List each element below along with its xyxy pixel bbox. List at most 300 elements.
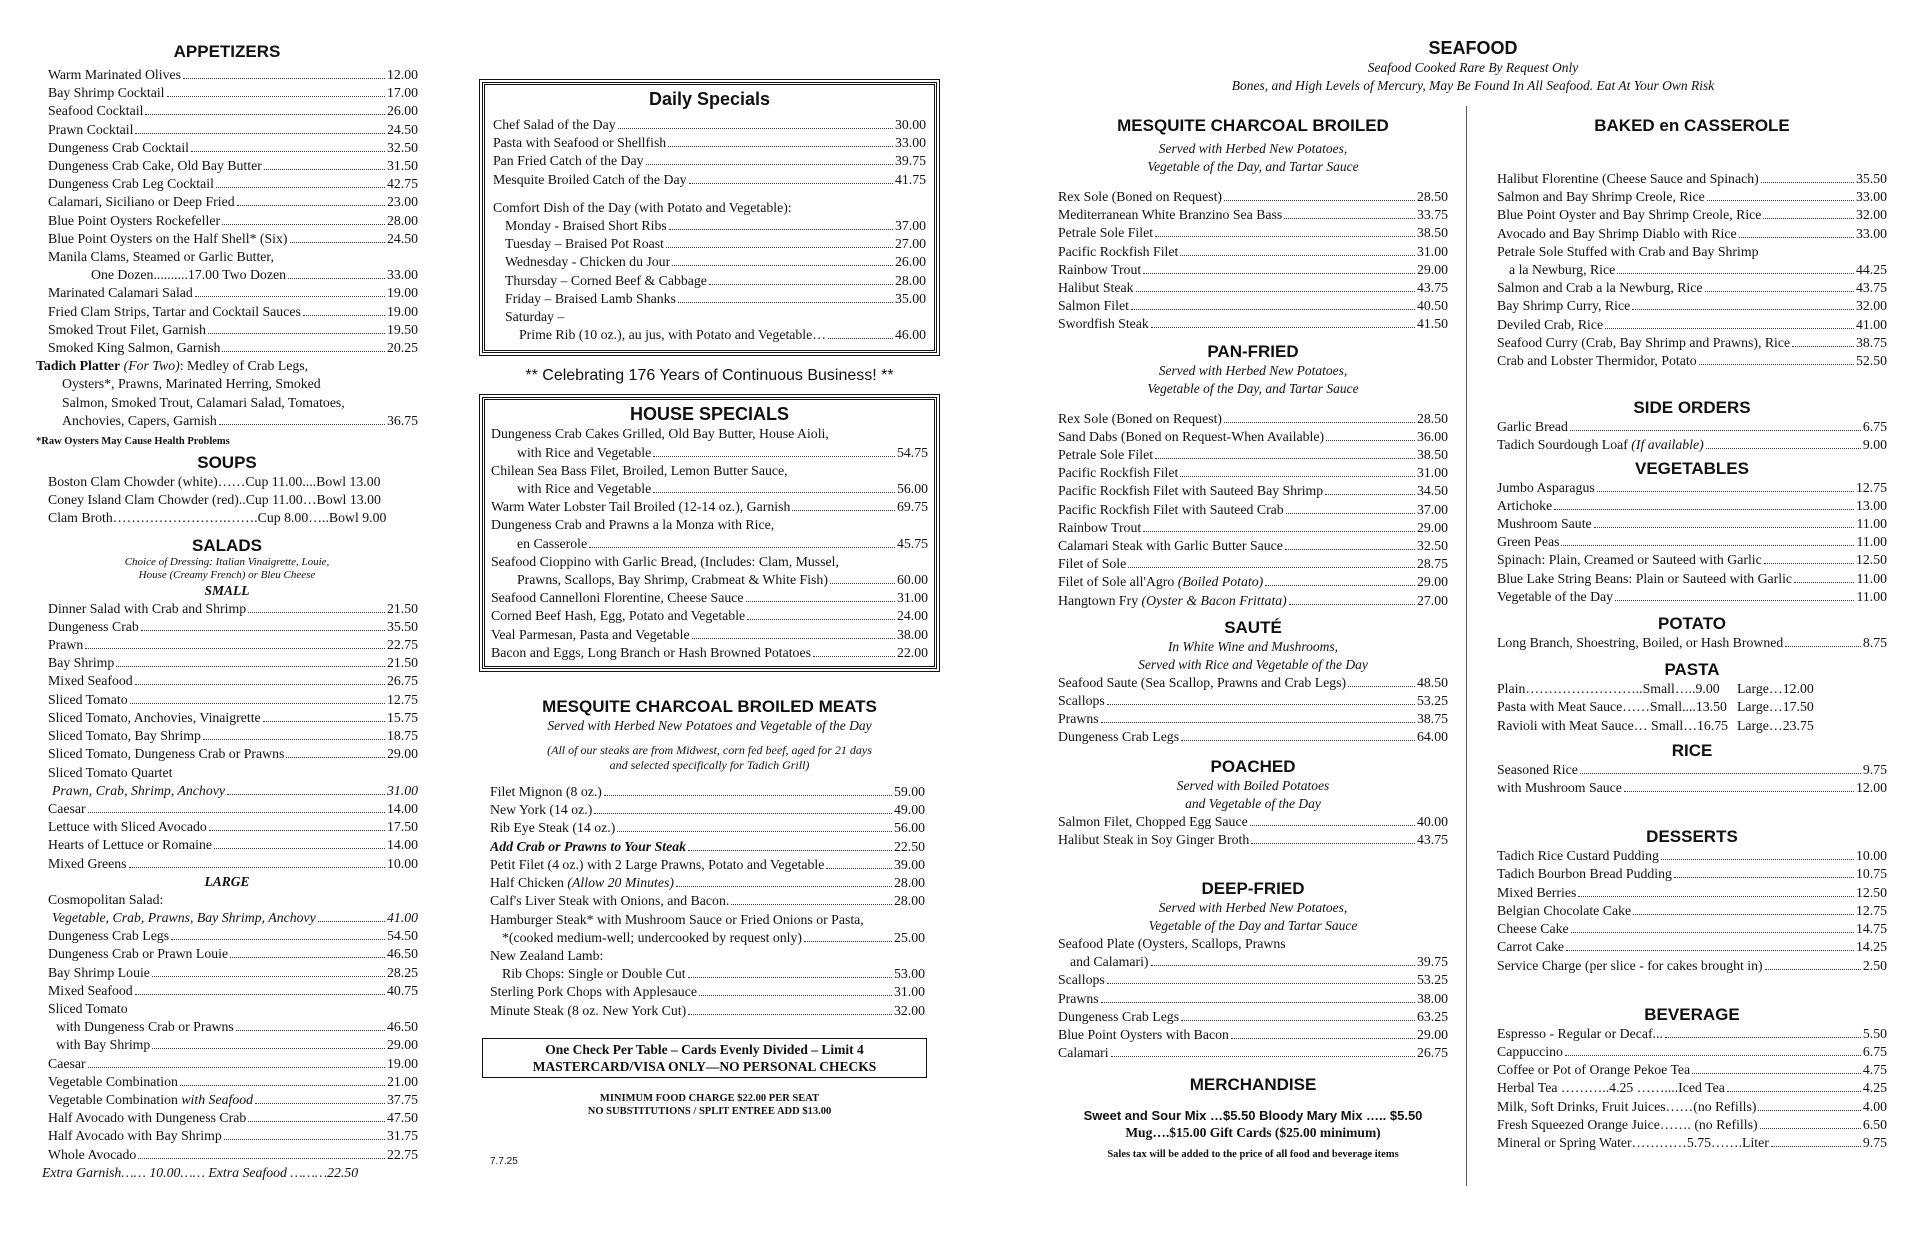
menu-item-row: [48, 818, 418, 836]
item-price: 4.00: [1862, 1098, 1887, 1114]
appetizers-list-2: [36, 284, 418, 357]
menu-item-row: [493, 171, 926, 189]
menu-item-row: [1497, 588, 1887, 606]
menu-item-row: [1497, 225, 1887, 243]
item-price: 22.75: [386, 1146, 418, 1162]
dot-leader: [1615, 600, 1854, 601]
text-line: Clam Broth…………………….…….Cup 8.00…..Bowl 9.00: [48, 510, 387, 526]
item-name: Jumbo Asparagus: [1497, 479, 1595, 495]
item-name: Warm Marinated Olives: [48, 67, 181, 82]
menu-item-row: [56, 1036, 418, 1054]
menu-item-row: [1058, 971, 1448, 989]
item-name: Petit Filet (4 oz.) with 2 Large Prawns, Potato and Vegetable: [490, 856, 825, 872]
item-name: Seafood Saute (Sea Scallop, Prawns and Crab Legs): [1058, 674, 1347, 690]
item-name: Bay Shrimp: [48, 655, 115, 671]
dot-leader: [1143, 273, 1415, 274]
menu-item-row: [48, 175, 418, 193]
column-divider: [1466, 106, 1467, 1186]
item-name: Mixed Greens: [48, 855, 127, 871]
dot-leader: [746, 601, 895, 602]
menu-item-row: [505, 217, 926, 235]
menu-item-row: [1058, 206, 1448, 224]
daily-specials-box: [482, 82, 937, 353]
dot-leader: [669, 229, 893, 230]
dot-leader: [1764, 563, 1854, 564]
item-name: Friday – Braised Lamb Shanks: [505, 290, 676, 306]
dot-leader: [672, 265, 893, 266]
item-price: 12.50: [1855, 552, 1887, 568]
quartet-line: Sliced Tomato Quartet: [48, 764, 173, 780]
menu-item-row: [48, 230, 418, 248]
casserole-list: [1497, 170, 1887, 243]
dot-leader: [1661, 859, 1854, 860]
rice-heading: RICE: [1671, 740, 1713, 760]
item-name: Dungeness Crab Cake, Old Bay Butter: [48, 158, 262, 174]
side-orders-heading: SIDE ORDERS: [1633, 398, 1751, 418]
item-price: 41.75: [894, 171, 926, 187]
large-salads-list: [36, 927, 418, 1000]
item-name: Corned Beef Hash, Egg, Potato and Vegetable: [491, 608, 746, 624]
item-price: 35.00: [894, 290, 926, 306]
menu-item-row: [48, 945, 418, 963]
mesquite-list: [1058, 188, 1448, 334]
menu-item-row: [48, 303, 418, 321]
menu-item-row: [1497, 188, 1887, 206]
extra-garnish-line: Extra Garnish…… 10.00…… Extra Seafood ………22.50: [42, 1164, 359, 1180]
dot-leader: [203, 739, 385, 740]
item-name: Sliced Tomato, Anchovies, Vinaigrette: [48, 709, 261, 725]
item-price: 6.50: [1862, 1116, 1887, 1132]
item-price: 31.00: [1416, 243, 1448, 259]
item-name: Mushroom Saute: [1497, 516, 1592, 532]
item-price: 11.00: [1856, 570, 1887, 586]
dot-leader: [230, 957, 385, 958]
menu-item-row: [1058, 261, 1448, 279]
item-name: Smoked King Salmon, Garnish: [48, 340, 221, 356]
dot-leader: [303, 315, 385, 316]
item-price: 28.25: [386, 964, 418, 980]
item-price: 4.25: [1862, 1080, 1887, 1096]
item-price: 21.50: [386, 600, 418, 616]
dot-leader: [678, 302, 893, 303]
dot-leader: [813, 656, 895, 657]
petrale-stuffed-line: Petrale Sole Stuffed with Crab and Bay Shrimp: [1497, 243, 1759, 259]
dot-leader: [1284, 218, 1415, 219]
meats-sub: Served with Herbed New Potatoes and Vegetable of the Day: [547, 718, 872, 734]
item-price: 39.75: [894, 153, 926, 169]
menu-item-row: [1497, 1025, 1887, 1043]
dot-leader: [145, 114, 385, 115]
dot-leader: [236, 1030, 385, 1031]
menu-item-row: [48, 927, 418, 945]
dot-leader: [88, 812, 385, 813]
item-name: Sliced Tomato, Bay Shrimp: [48, 728, 201, 744]
item-price: 10.00: [1855, 848, 1887, 864]
saturday-line: Saturday –: [505, 309, 565, 325]
item-price: 26.75: [1416, 1045, 1448, 1061]
item-name: Blue Point Oysters on the Half Shell* (Six): [48, 230, 288, 246]
pasta-list: [1497, 680, 1887, 735]
item-price: 41.50: [1416, 316, 1448, 332]
item-price: 32.00: [1855, 207, 1887, 223]
item-price: 30.00: [894, 117, 926, 132]
menu-item-row: [48, 321, 418, 339]
item-name: Vegetable Combination: [48, 1073, 178, 1089]
item-name: Calamari Steak with Garlic Butter Sauce: [1058, 538, 1283, 554]
pasta-large: Large…23.75: [1737, 717, 1814, 733]
seafood-sub-2: Bones, and High Levels of Mercury, May Be Found In All Seafood. Eat At Your Own Risk: [1231, 78, 1715, 93]
house-line-1: Dungeness Crab Cakes Grilled, Old Bay Butter, House Aioli,: [491, 426, 829, 442]
item-name: with Mushroom Sauce: [1497, 780, 1622, 796]
dot-leader: [666, 247, 893, 248]
dot-leader: [286, 757, 385, 758]
menu-item-row: [48, 1127, 418, 1145]
menu-item-row: [1058, 674, 1448, 692]
house-line-4: Dungeness Crab and Prawns a la Monza with Rice,: [491, 517, 775, 533]
dot-leader: [141, 630, 385, 631]
menu-item-row: [491, 607, 928, 625]
menu-item-row: [48, 1109, 418, 1127]
dot-leader: [1348, 686, 1415, 687]
dot-leader: [1180, 476, 1415, 477]
menu-date: 7.7.25: [490, 1155, 518, 1167]
menu-item-row: [1058, 692, 1448, 710]
dot-leader: [208, 333, 385, 334]
menu-item-row: [48, 836, 418, 854]
menu-item-row: [502, 965, 925, 983]
dot-leader: [668, 146, 893, 147]
dot-leader: [1155, 458, 1415, 459]
dot-leader: [1578, 896, 1854, 897]
raw-oyster-warning: *Raw Oysters May Cause Health Problems: [36, 436, 230, 448]
item-name: Coffee or Pot of Orange Pekoe Tea: [1497, 1062, 1691, 1078]
menu-item-row: [48, 727, 418, 745]
item-name: Blue Point Oysters with Bacon: [1058, 1027, 1229, 1043]
item-name: Bacon and Eggs, Long Branch or Hash Browned Potatoes: [491, 644, 811, 660]
platter-line-1: Tadich Platter (For Two): Medley of Crab Legs,: [36, 358, 309, 374]
item-name: Dungeness Crab Cocktail: [48, 139, 190, 155]
item-price: 28.00: [894, 272, 926, 288]
item-name: Whole Avocado: [48, 1146, 137, 1162]
petrale-stuffed-row: a la Newburg, Rice 44.25: [1509, 262, 1887, 278]
item-price: 12.00: [1855, 780, 1887, 796]
item-name: Sliced Tomato, Dungeness Crab or Prawns: [48, 746, 285, 762]
dot-leader: [183, 78, 385, 79]
dot-leader: [222, 351, 384, 352]
menu-item-row: [1497, 479, 1887, 497]
dot-leader: [688, 977, 892, 978]
menu-item-row: [491, 644, 928, 662]
item-price: 40.50: [1416, 298, 1448, 314]
dot-leader: [1705, 291, 1854, 292]
pasta-row: [1497, 698, 1887, 716]
menu-item-row: [505, 290, 926, 308]
deepfried-sub-1: Served with Herbed New Potatoes,: [1158, 900, 1348, 916]
menu-item-row: [1497, 497, 1887, 515]
add-crab-row: Add Crab or Prawns to Your Steak 22.50: [490, 838, 925, 854]
dot-leader: [1763, 218, 1854, 219]
item-name: Salmon and Bay Shrimp Creole, Rice: [1497, 189, 1705, 205]
dot-leader: [1285, 549, 1415, 550]
meats-heading: MESQUITE CHARCOAL BROILED MEATS: [542, 697, 877, 717]
item-name: Salmon Filet, Chopped Egg Sauce: [1058, 813, 1248, 829]
item-price: 6.75: [1862, 1043, 1887, 1059]
item-name: Rainbow Trout: [1058, 519, 1142, 535]
hamburger-line: Hamburger Steak* with Mushroom Sauce or Fried Onions or Pasta,: [490, 911, 864, 927]
menu-item-row: [505, 272, 926, 290]
item-name: Salmon Filet: [1058, 298, 1129, 314]
item-price: 38.75: [1855, 334, 1887, 350]
item-price: 53.25: [1416, 972, 1448, 988]
mesquite-sub-2: Vegetable of the Day, and Tartar Sauce: [1147, 159, 1359, 174]
menu-item-row: [56, 1018, 418, 1036]
item-price: 14.75: [1855, 921, 1887, 937]
dot-leader: [1758, 1110, 1860, 1111]
menu-item-row: [1058, 224, 1448, 242]
seafood-sub-1: Seafood Cooked Rare By Request Only: [1367, 60, 1579, 75]
item-name: Blue Point Oysters Rockefeller: [48, 212, 221, 228]
item-name: Seasoned Rice: [1497, 761, 1578, 777]
menu-item-row: [1497, 1061, 1887, 1079]
menu-item-row: [48, 600, 418, 618]
dot-leader: [152, 976, 385, 977]
casserole-heading: BAKED en CASSEROLE: [1594, 116, 1790, 135]
dot-leader: [195, 296, 385, 297]
menu-item-row: [48, 745, 418, 763]
menu-item-row: [1058, 188, 1448, 206]
menu-item-row: [1497, 865, 1887, 883]
item-price: 29.00: [1416, 261, 1448, 277]
dot-leader: [1624, 791, 1854, 792]
min-line-2: NO SUBSTITUTIONS / SPLIT ENTREE ADD $13.00: [587, 1105, 832, 1117]
item-price: 10.00: [386, 855, 418, 871]
dot-leader: [135, 684, 385, 685]
meats-list-2: [490, 856, 925, 874]
item-name: Dungeness Crab Legs: [1058, 729, 1180, 745]
item-price: 28.50: [1416, 189, 1448, 204]
menu-item-row: [48, 121, 418, 139]
dot-leader: [826, 868, 892, 869]
item-price: 37.00: [1416, 501, 1448, 517]
item-price: 12.75: [1855, 902, 1887, 918]
menu-item-row: [48, 84, 418, 102]
menu-item-row: [1058, 315, 1448, 333]
hangtown-row: Hangtown Fry (Oyster & Bacon Frittata) 27.00: [1058, 592, 1448, 608]
cosmo-line: Cosmopolitan Salad:: [48, 891, 164, 907]
item-price: 37.00: [894, 218, 926, 234]
dot-leader: [617, 831, 892, 832]
garlic-bread-row: Garlic Bread 6.75: [1497, 419, 1887, 435]
item-name: Crab and Lobster Thermidor, Potato: [1497, 353, 1697, 369]
rice-list: [1497, 761, 1887, 797]
item-price: 32.00: [893, 1002, 925, 1018]
menu-item-row: [490, 856, 925, 874]
platter-line-2: Oysters*, Prawns, Marinated Herring, Smoked: [62, 376, 321, 392]
dot-leader: [1251, 843, 1415, 844]
item-name: Calamari: [1058, 1045, 1109, 1061]
menu-item-row: [48, 691, 418, 709]
dot-leader: [1692, 1073, 1861, 1074]
item-price: 28.00: [386, 212, 418, 228]
house-line-4b: en Casserole 45.75: [517, 535, 928, 551]
menu-item-row: [1497, 847, 1887, 865]
item-price: 19.00: [386, 1055, 418, 1071]
large-salads-list-4: [36, 1109, 418, 1164]
mesquite-sub-1: Served with Herbed New Potatoes,: [1158, 141, 1348, 156]
item-price: 39.00: [893, 856, 925, 872]
item-price: 46.50: [386, 946, 418, 962]
item-name: Rib Chops: Single or Double Cut: [502, 966, 686, 982]
item-name: Filet Mignon (8 oz.): [490, 784, 602, 800]
calf-liver-row: Calf's Liver Steak with Onions, and Bacon. 28.00: [490, 893, 925, 909]
dot-leader: [747, 619, 895, 620]
dot-leader: [1665, 1037, 1861, 1038]
beverage-list: [1497, 1025, 1887, 1152]
sole-agro-row: Filet of Sole all'Agro (Boiled Potato) 29.00: [1058, 574, 1448, 590]
panfried-sub-1: Served with Herbed New Potatoes,: [1158, 362, 1348, 378]
menu-item-row: [1058, 1026, 1448, 1044]
saute-list: [1058, 674, 1448, 747]
dot-leader: [263, 721, 385, 722]
pasta-small: Pasta with Meat Sauce……Small....13.50: [1497, 699, 1727, 715]
item-price: 17.00: [386, 85, 418, 101]
saute-sub-1: In White Wine and Mushrooms,: [1167, 638, 1339, 654]
platter-price-row: Anchovies, Capers, Garnish 36.75: [62, 412, 418, 428]
dot-leader: [1155, 236, 1415, 237]
menu-item-row: [48, 1055, 418, 1073]
dot-leader: [618, 128, 893, 129]
deepfried-list: [1058, 971, 1448, 1062]
saute-heading: SAUTÉ: [1224, 617, 1282, 637]
item-price: 46.50: [386, 1019, 418, 1035]
item-name: Filet of Sole: [1058, 556, 1127, 572]
item-price: 13.00: [1855, 497, 1887, 513]
item-price: 26.00: [894, 254, 926, 270]
item-price: 31.00: [1416, 465, 1448, 481]
column-seafood: [1058, 116, 1448, 1160]
dot-leader: [237, 205, 385, 206]
item-price: 18.75: [386, 728, 418, 744]
dot-leader: [214, 848, 385, 849]
menu-item-row: [48, 157, 418, 175]
item-name: Veal Parmesan, Pasta and Vegetable: [491, 626, 690, 642]
quartet-price-row: Prawn, Crab, Shrimp, Anchovy 31.00: [52, 782, 418, 798]
item-name: Bay Shrimp Louie: [48, 964, 150, 980]
deepfried-sub-2: Vegetable of the Day and Tartar Sauce: [1148, 918, 1358, 934]
seafood-heading: SEAFOOD: [1428, 38, 1518, 58]
merchandise-heading: MERCHANDISE: [1189, 1074, 1317, 1094]
pasta-small: Ravioli with Meat Sauce… Small…16.75: [1497, 717, 1729, 733]
menu-item-row: [490, 801, 925, 819]
item-name: Seafood Cannelloni Florentine, Cheese Sauce: [491, 590, 744, 606]
item-name: Vegetable of the Day: [1497, 588, 1614, 604]
poached-sub-1: Served with Boiled Potatoes: [1176, 777, 1330, 793]
item-price: 17.50: [386, 819, 418, 835]
pasta-small: Plain……………………..Small…..9.00: [1497, 681, 1720, 697]
item-price: 33.00: [894, 135, 926, 151]
seafood-header: [1058, 38, 1888, 95]
dot-leader: [1107, 704, 1415, 705]
menu-item-row: [1058, 990, 1448, 1008]
item-name: Carrot Cake: [1497, 939, 1565, 955]
item-price: 14.25: [1855, 939, 1887, 955]
item-name: Deviled Crab, Rice: [1497, 316, 1604, 332]
item-price: 28.50: [1416, 410, 1448, 426]
menu-item-row: [48, 193, 418, 211]
item-name: Rex Sole (Boned on Request): [1058, 410, 1223, 426]
pasta-row: [1497, 717, 1887, 735]
menu-item-row: [1497, 779, 1887, 797]
beverage-heading: BEVERAGE: [1644, 1004, 1740, 1024]
panfried-list: [1058, 410, 1448, 574]
menu-item-row: [1058, 279, 1448, 297]
item-price: 9.75: [1862, 1134, 1887, 1150]
menu-item-row: [1058, 813, 1448, 831]
dot-leader: [171, 939, 385, 940]
item-price: 53.25: [1416, 693, 1448, 709]
menu-item-row: [48, 1073, 418, 1091]
menu-item-row: [1058, 482, 1448, 500]
item-name: Bay Shrimp Cocktail: [48, 85, 165, 101]
item-price: 19.00: [386, 303, 418, 319]
item-name: Halibut Florentine (Cheese Sauce and Spinach): [1497, 171, 1759, 186]
menu-item-row: [1058, 428, 1448, 446]
item-price: 43.75: [1855, 280, 1887, 296]
meats-list-4: [490, 983, 925, 1019]
item-name: Prawn: [48, 637, 84, 653]
item-name: Marinated Calamari Salad: [48, 285, 193, 301]
saute-sub-2: Served with Rice and Vegetable of the Day: [1138, 656, 1368, 672]
daily-specials-heading: Daily Specials: [648, 89, 771, 109]
menu-item-row: [1497, 170, 1887, 188]
dot-leader: [248, 612, 385, 613]
item-name: Fresh Squeezed Orange Juice……. (no Refills): [1497, 1116, 1758, 1132]
item-price: 12.00: [386, 67, 418, 82]
item-name: with Bay Shrimp: [56, 1037, 151, 1053]
menu-item-row: [48, 139, 418, 157]
menu-item-row: [1497, 1116, 1887, 1134]
dot-leader: [180, 1085, 385, 1086]
item-price: 23.00: [386, 194, 418, 210]
item-name: Dungeness Crab Legs: [48, 928, 170, 944]
item-price: 19.50: [386, 321, 418, 337]
dot-leader: [1761, 182, 1854, 183]
dot-leader: [88, 1067, 385, 1068]
clams-line: Manila Clams, Steamed or Garlic Butter,: [48, 249, 274, 265]
poached-sub-2: and Vegetable of the Day: [1185, 795, 1321, 811]
item-price: 29.00: [386, 1037, 418, 1053]
item-price: 34.50: [1416, 483, 1448, 499]
dot-leader: [1554, 509, 1854, 510]
menu-item-row: [1058, 1008, 1448, 1026]
item-name: Halibut Steak in Soy Ginger Broth: [1058, 831, 1250, 847]
dot-leader: [1765, 969, 1861, 970]
item-price: 43.75: [1416, 831, 1448, 847]
menu-item-row: [1058, 410, 1448, 428]
text-line: Coney Island Clam Chowder (red)..Cup 11.00…Bowl 13.00: [48, 492, 381, 508]
column-specials: [482, 0, 937, 1167]
item-price: 9.75: [1862, 761, 1887, 777]
dot-leader: [1136, 291, 1415, 292]
item-price: 36.00: [1416, 428, 1448, 444]
item-name: Seafood Curry (Crab, Bay Shrimp and Prawns), Rice: [1497, 334, 1791, 350]
menu-item-row: [1497, 1134, 1887, 1152]
menu-item-row: [48, 964, 418, 982]
dot-leader: [222, 224, 385, 225]
dot-leader: [1727, 1091, 1861, 1092]
item-name: Prawn Cocktail: [48, 121, 134, 137]
item-price: 52.50: [1855, 353, 1887, 369]
